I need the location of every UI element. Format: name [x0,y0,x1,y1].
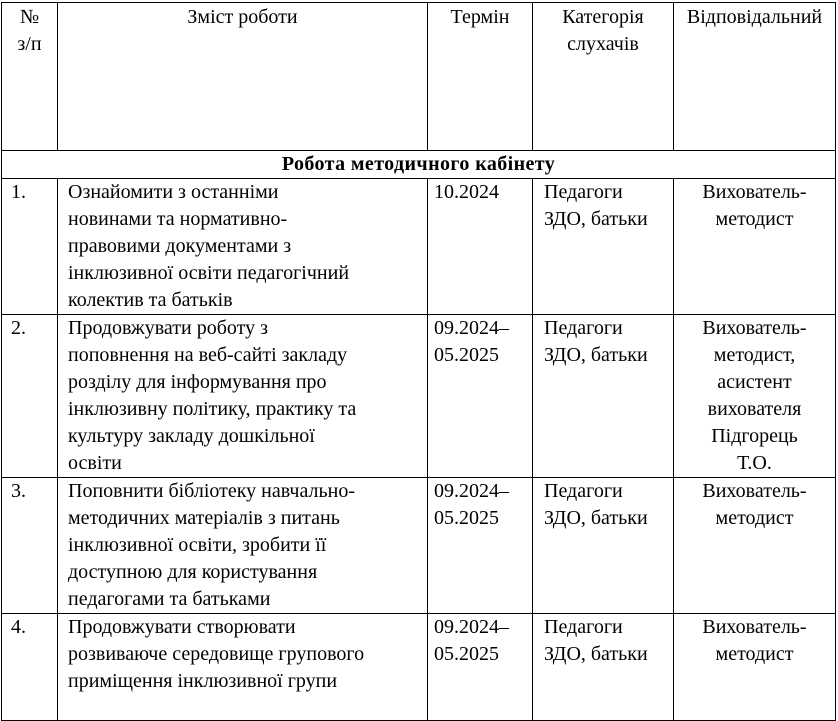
header-num-line: з/п [17,33,42,55]
row-responsible [674,478,836,614]
task-line: методичних матеріалів з питань [68,507,340,529]
task-line: новинами та нормативно- [68,208,288,230]
header-category [533,3,674,151]
row-term [428,614,533,721]
row-term [428,478,533,614]
table-row [2,179,836,315]
row-responsible [674,614,836,721]
task-line: інклюзивної освіти педагогічний [68,262,350,284]
term-line: 05.2025 [434,344,499,366]
row-term [428,315,533,478]
task-line: розвиваюче середовище групового [68,643,365,665]
responsible-line: вихователя [707,398,802,420]
row-category [533,478,674,614]
responsible-line: методист, [713,344,796,366]
task-line: Продовжувати створювати [68,616,296,638]
task-line: інклюзивну політику, практику та [68,398,357,420]
responsible-line: Т.О. [737,452,772,474]
responsible-line: Вихователь- [702,317,807,339]
category-line: Педагоги [544,616,623,638]
row-responsible [674,179,836,315]
table-row [2,614,836,721]
header-row [2,3,836,151]
row-responsible [674,315,836,478]
category-line: Педагоги [544,480,623,502]
term-line: 05.2025 [434,643,499,665]
responsible-line: Вихователь- [702,181,807,203]
header-category-line: слухачів [567,33,639,55]
task-line: Ознайомити з останніми [68,181,279,203]
row-category [533,614,674,721]
row-task [58,315,428,478]
section-title: Робота методичного кабінету [2,151,836,179]
header-term-line: Термін [450,6,510,28]
header-task [58,3,428,151]
responsible-line: Підгорець [711,425,798,447]
responsible-line: асистент [717,371,792,393]
task-line: педагогами та батьками [68,588,271,610]
category-line: ЗДО, батьки [544,208,648,230]
table-row [2,478,836,614]
term-line: 09.2024– [434,480,509,502]
row-num: 1. [2,179,58,315]
header-responsible-line: Відповідальний [686,6,823,28]
task-line: доступною для користування [68,561,318,583]
work-plan-table [1,2,836,721]
task-line: Продовжувати роботу з [68,317,268,339]
responsible-line: Вихователь- [702,480,807,502]
section-row [2,151,836,179]
term-line: 10.2024 [434,181,499,203]
task-line: розділу для інформування про [68,371,327,393]
term-line: 05.2025 [434,507,499,529]
row-num: 2. [2,315,58,478]
task-line: інклюзивної освіти, зробити її [68,534,327,556]
category-line: ЗДО, батьки [544,344,648,366]
header-num-line: № [19,6,40,28]
term-line: 09.2024– [434,616,509,638]
task-line: правовими документами з [68,235,292,257]
row-task [58,614,428,721]
header-category-line: Категорія [562,6,644,28]
row-term [428,179,533,315]
category-line: ЗДО, батьки [544,643,648,665]
row-num: 4. [2,614,58,721]
responsible-line: методист [715,507,794,529]
header-term [428,3,533,151]
task-line: культуру закладу дошкільної [68,425,315,447]
row-num: 3. [2,478,58,614]
category-line: Педагоги [544,317,623,339]
header-task-line: Зміст роботи [187,6,298,28]
responsible-line: методист [715,643,794,665]
table-row [2,315,836,478]
task-line: освіти [68,452,122,474]
task-line: поповнення на веб-сайті закладу [68,344,348,366]
task-line: Поповнити бібліотеку навчально- [68,480,356,502]
row-category [533,315,674,478]
responsible-line: Вихователь- [702,616,807,638]
header-num [2,3,58,151]
row-task [58,478,428,614]
row-task [58,179,428,315]
task-line: приміщення інклюзивної групи [68,670,338,692]
row-category [533,179,674,315]
category-line: Педагоги [544,181,623,203]
category-line: ЗДО, батьки [544,507,648,529]
header-responsible [674,3,836,151]
term-line: 09.2024– [434,317,509,339]
responsible-line: методист [715,208,794,230]
task-line: колектив та батьків [68,289,233,311]
